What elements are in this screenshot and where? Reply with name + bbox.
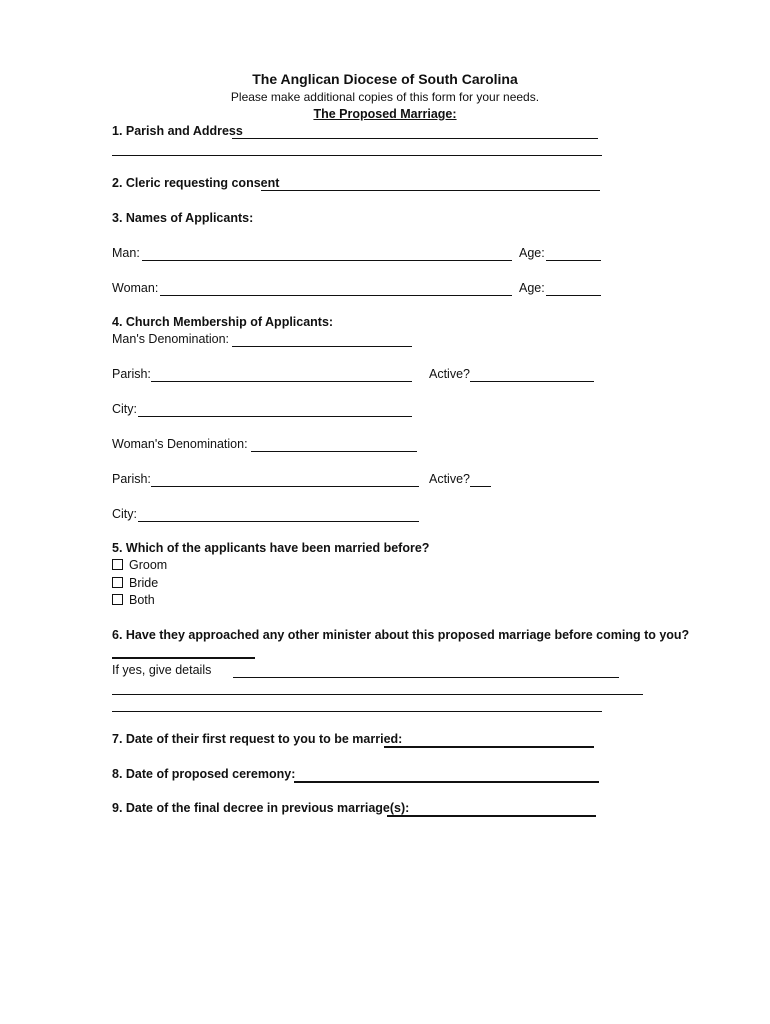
- man-city-field[interactable]: [138, 402, 412, 417]
- man-age-label: Age:: [519, 246, 545, 260]
- bride-checkbox[interactable]: [112, 577, 123, 588]
- option-groom[interactable]: [112, 557, 167, 573]
- form-title: The Anglican Diocese of South Carolina: [252, 71, 518, 87]
- woman-parish-field[interactable]: [151, 472, 419, 487]
- woman-name-field[interactable]: [160, 281, 512, 296]
- man-parish-label: Parish:: [112, 367, 151, 381]
- both-checkbox[interactable]: [112, 594, 123, 605]
- groom-checkbox[interactable]: [112, 559, 123, 570]
- bride-label: Bride: [129, 576, 159, 590]
- other-minister-field[interactable]: [112, 643, 255, 659]
- woman-active-field[interactable]: [470, 472, 491, 487]
- man-name-field[interactable]: [142, 246, 512, 261]
- q7-label: 7. Date of their first request to you to be married:: [112, 732, 403, 746]
- womans-denomination-field[interactable]: [251, 437, 417, 452]
- parish-address-field-line2[interactable]: [112, 141, 602, 156]
- q6-label: 6. Have they approached any other minister about this proposed marriage before coming to you?: [112, 628, 690, 642]
- details-label: If yes, give details: [112, 663, 212, 677]
- section-title: The Proposed Marriage:: [313, 107, 457, 121]
- q2-label: 2. Cleric requesting consent: [112, 176, 280, 190]
- woman-city-field[interactable]: [138, 507, 419, 522]
- mans-denomination-field[interactable]: [232, 332, 412, 347]
- details-field-line2[interactable]: [112, 680, 643, 695]
- ceremony-date-field[interactable]: [294, 767, 599, 783]
- woman-active-label: Active?: [429, 472, 470, 486]
- final-decree-date-field[interactable]: [387, 801, 596, 817]
- form-subtitle: Please make additional copies of this form for your needs.: [230, 90, 540, 104]
- man-active-field[interactable]: [470, 367, 594, 382]
- woman-label: Woman:: [112, 281, 159, 295]
- q4-label: 4. Church Membership of Applicants:: [112, 315, 334, 329]
- details-field[interactable]: [233, 663, 619, 678]
- womans-denomination-label: Woman's Denomination:: [112, 437, 248, 451]
- q5-label: 5. Which of the applicants have been married before?: [112, 541, 430, 555]
- groom-label: Groom: [129, 558, 168, 572]
- option-bride[interactable]: [112, 575, 158, 591]
- q8-label: 8. Date of proposed ceremony:: [112, 767, 296, 781]
- first-request-date-field[interactable]: [384, 732, 594, 748]
- mans-denomination-label: Man's Denomination:: [112, 332, 230, 346]
- man-city-label: City:: [112, 402, 137, 416]
- man-label: Man:: [112, 246, 140, 260]
- q9-label: 9. Date of the final decree in previous marriage(s):: [112, 801, 410, 815]
- woman-parish-label: Parish:: [112, 472, 151, 486]
- q3-label: 3. Names of Applicants:: [112, 211, 254, 225]
- option-both[interactable]: [112, 592, 155, 608]
- woman-age-label: Age:: [519, 281, 545, 295]
- both-label: Both: [129, 593, 155, 607]
- man-parish-field[interactable]: [151, 367, 412, 382]
- details-field-line3[interactable]: [112, 697, 602, 712]
- parish-address-field[interactable]: [232, 124, 598, 139]
- q1-label: 1. Parish and Address: [112, 124, 243, 138]
- cleric-field[interactable]: [261, 176, 600, 191]
- woman-city-label: City:: [112, 507, 137, 521]
- man-active-label: Active?: [429, 367, 470, 381]
- woman-age-field[interactable]: [546, 281, 601, 296]
- man-age-field[interactable]: [546, 246, 601, 261]
